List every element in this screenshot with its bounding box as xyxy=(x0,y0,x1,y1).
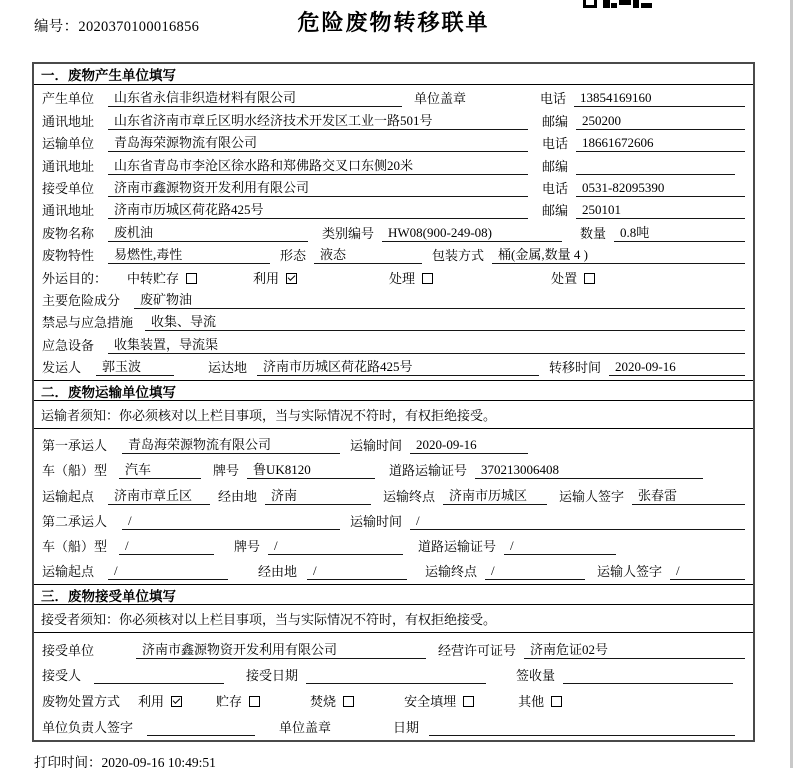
disposal-option-label: 焚烧 xyxy=(310,693,337,709)
accept-unit-label: 接受单位 xyxy=(42,642,95,658)
carrier1-value: 青岛海荣源物流有限公司 xyxy=(122,436,340,454)
vehicle-type-label: 车（船）型 xyxy=(42,539,108,555)
purpose-option-label: 利用 xyxy=(253,270,280,286)
carrier1-vehicle-value: 汽车 xyxy=(119,461,201,479)
end-label: 运输终点 xyxy=(383,488,436,504)
responsible-sign-row xyxy=(42,712,745,738)
transporter-sign-label: 运输人签字 xyxy=(597,564,663,580)
waste-name-label: 废物名称 xyxy=(42,225,95,241)
road-license-label: 道路运输证号 xyxy=(418,539,497,555)
document-title: 危险废物转移联单 xyxy=(297,10,490,35)
serial-label: 编号： xyxy=(34,19,79,35)
permit-label: 经营许可证号 xyxy=(438,642,517,658)
vehicle-type-label: 车（船）型 xyxy=(42,463,108,479)
origin-label: 运输起点 xyxy=(42,488,95,504)
taboo-label: 禁忌与应急措施 xyxy=(42,315,134,331)
transporter-sign-label: 运输人签字 xyxy=(559,488,625,504)
received-qty-value xyxy=(563,667,733,684)
form-value: 液态 xyxy=(314,246,422,264)
transporter-phone-value: 18661672606 xyxy=(576,134,745,152)
producer-value: 山东省永信非织造材料有限公司 xyxy=(108,89,402,107)
transport-time-label: 运输时间 xyxy=(350,513,403,529)
producer-row xyxy=(42,87,745,109)
carrier2-vehicle-value: / xyxy=(119,537,214,555)
waste-name-row xyxy=(42,221,745,243)
packing-label: 包装方式 xyxy=(432,248,485,264)
date-label: 日期 xyxy=(393,719,420,735)
document-header xyxy=(32,4,755,54)
carrier2-row xyxy=(42,507,745,532)
receiver-postcode-value: 250101 xyxy=(576,201,745,219)
traits-value: 易燃性,毒性 xyxy=(108,246,270,264)
accept-date-value xyxy=(306,667,486,684)
checkbox-utilize-disposal xyxy=(171,696,182,707)
acceptor-row xyxy=(42,661,745,687)
destination-label: 运达地 xyxy=(208,360,248,376)
destination-value: 济南市历城区荷花路425号 xyxy=(257,358,539,376)
form-label: 形态 xyxy=(280,248,307,264)
section2-content xyxy=(34,429,753,584)
hazard-label: 主要危险成分 xyxy=(42,292,121,308)
carrier2-label: 第二承运人 xyxy=(42,513,108,529)
accept-unit-value: 济南市鑫源物资开发利用有限公司 xyxy=(136,641,426,659)
acceptor-label: 接受人 xyxy=(42,668,82,684)
disposal-option-label: 利用 xyxy=(138,693,165,709)
origin-label: 运输起点 xyxy=(42,564,95,580)
carrier2-end-value: / xyxy=(485,562,585,580)
quantity-label: 数量 xyxy=(580,225,607,241)
transporter-address-value: 山东省青岛市李沧区徐水路和郑佛路交叉口东侧20米 xyxy=(108,157,528,175)
received-qty-label: 签收量 xyxy=(516,668,556,684)
checkbox-transfer-storage xyxy=(186,273,197,284)
carrier1-row xyxy=(42,431,745,456)
carrier1-time-value: 2020-09-16 xyxy=(410,436,528,454)
hazard-row xyxy=(42,289,745,311)
transporter-value: 青岛海荣源物流有限公司 xyxy=(108,134,528,152)
carrier2-origin-value: / xyxy=(108,562,228,580)
section3-header: 三．废物接受单位填写 xyxy=(34,584,753,605)
form-table xyxy=(32,62,755,742)
transport-time-label: 运输时间 xyxy=(350,438,403,454)
carrier1-license-value: 370213006408 xyxy=(475,461,703,479)
carrier1-via-value: 济南 xyxy=(265,487,371,505)
via-label: 经由地 xyxy=(218,488,258,504)
equipment-label: 应急设备 xyxy=(42,337,95,353)
section1-content xyxy=(34,85,753,380)
taboo-value: 收集、导流 xyxy=(145,313,745,331)
serial-number: 2020370100016856 xyxy=(78,19,200,35)
producer-postcode-value: 250200 xyxy=(576,112,745,130)
phone-label: 电话 xyxy=(542,180,569,196)
carrier1-route-row xyxy=(42,481,745,506)
transporter-postcode-value xyxy=(576,158,735,175)
postcode-label: 邮编 xyxy=(542,158,569,174)
phone-label: 电话 xyxy=(542,136,569,152)
responsible-sign-label: 单位负责人签字 xyxy=(42,719,134,735)
receiver-address-row xyxy=(42,199,745,221)
accept-date-label: 接受日期 xyxy=(246,668,299,684)
carrier1-label: 第一承运人 xyxy=(42,438,108,454)
acceptor-value xyxy=(94,667,224,684)
carrier1-plate-value: 鲁UK8120 xyxy=(247,461,375,479)
hazard-value: 废矿物油 xyxy=(134,291,745,309)
checkbox-landfill xyxy=(463,696,474,707)
road-license-label: 道路运输证号 xyxy=(389,463,468,479)
accept-unit-row xyxy=(42,635,745,661)
section2-notice: 运输者须知：你必须核对以上栏目事项，当与实际情况不符时，有权拒绝接受。 xyxy=(34,401,753,429)
purpose-row xyxy=(42,266,745,288)
purpose-label: 外运目的： xyxy=(42,270,108,286)
disposal-row xyxy=(42,686,745,712)
carrier1-sign-value: 张春雷 xyxy=(632,487,745,505)
checkbox-store xyxy=(249,696,260,707)
carrier1-end-value: 济南市历城区 xyxy=(443,487,547,505)
carrier2-time-value: / xyxy=(410,512,745,530)
disposal-option-label: 其他 xyxy=(518,693,545,709)
transfer-date-value: 2020-09-16 xyxy=(609,358,745,376)
via-label: 经由地 xyxy=(258,564,298,580)
producer-label: 产生单位 xyxy=(42,91,95,107)
carrier1-vehicle-row xyxy=(42,456,745,481)
section3-notice: 接受者须知：你必须核对以上栏目事项，当与实际情况不符时，有权拒绝接受。 xyxy=(34,605,753,633)
receiver-row xyxy=(42,177,745,199)
shipper-value: 郭玉波 xyxy=(96,358,174,376)
carrier1-origin-value: 济南市章丘区 xyxy=(108,487,210,505)
seal-label: 单位盖章 xyxy=(414,91,467,107)
receiver-value: 济南市鑫源物资开发利用有限公司 xyxy=(108,179,528,197)
disposal-label: 废物处置方式 xyxy=(42,693,121,709)
checkbox-incinerate xyxy=(343,696,354,707)
date-value xyxy=(429,719,735,736)
address-label: 通讯地址 xyxy=(42,203,95,219)
plate-label: 牌号 xyxy=(234,539,261,555)
phone-label: 电话 xyxy=(540,91,567,107)
transfer-date-label: 转移时间 xyxy=(549,360,602,376)
disposal-option-label: 安全填埋 xyxy=(404,693,457,709)
waste-name-value: 废机油 xyxy=(108,224,308,242)
producer-phone-value: 13854169160 xyxy=(574,89,745,107)
traits-label: 废物特性 xyxy=(42,248,95,264)
checkbox-utilize xyxy=(286,273,297,284)
responsible-sign-value xyxy=(147,719,255,736)
shipper-label: 发运人 xyxy=(42,360,82,376)
checkbox-other xyxy=(551,696,562,707)
carrier2-via-value: / xyxy=(307,562,407,580)
postcode-label: 邮编 xyxy=(542,113,569,129)
carrier2-route-row xyxy=(42,557,745,582)
purpose-option-label: 处置 xyxy=(551,270,578,286)
receiver-phone-value: 0531-82095390 xyxy=(576,179,745,197)
receiver-label: 接受单位 xyxy=(42,180,95,196)
print-time-label: 打印时间： xyxy=(34,755,102,768)
page-edge-line xyxy=(790,0,793,768)
waste-traits-row xyxy=(42,244,745,266)
equipment-value: 收集装置，导流渠 xyxy=(108,336,745,354)
carrier2-vehicle-row xyxy=(42,532,745,557)
receiver-address-value: 济南市历城区荷花路425号 xyxy=(108,201,528,219)
category-label: 类别编号 xyxy=(322,225,375,241)
plate-label: 牌号 xyxy=(213,463,240,479)
producer-address-row xyxy=(42,109,745,131)
transporter-address-row xyxy=(42,154,745,176)
quantity-value: 0.8吨 xyxy=(614,224,745,242)
checkbox-treat xyxy=(422,273,433,284)
address-label: 通讯地址 xyxy=(42,113,95,129)
taboo-row xyxy=(42,311,745,333)
equipment-row xyxy=(42,333,745,355)
unit-seal-label: 单位盖章 xyxy=(279,719,332,735)
purpose-option-label: 中转贮存 xyxy=(127,270,180,286)
address-label: 通讯地址 xyxy=(42,158,95,174)
end-label: 运输终点 xyxy=(425,564,478,580)
print-time-value: 2020-09-16 10:49:51 xyxy=(101,755,216,768)
shipper-row xyxy=(42,356,745,378)
carrier2-license-value: / xyxy=(504,537,616,555)
category-code-value: HW08(900-249-08) xyxy=(382,224,562,242)
carrier2-sign-value: / xyxy=(670,562,745,580)
purpose-option-label: 处理 xyxy=(389,270,416,286)
carrier2-plate-value: / xyxy=(268,537,403,555)
section2-header: 二．废物运输单位填写 xyxy=(34,380,753,401)
checkbox-dispose xyxy=(584,273,595,284)
section1-header: 一．废物产生单位填写 xyxy=(34,64,753,85)
transporter-label: 运输单位 xyxy=(42,136,95,152)
packing-value: 桶(金属,数量 4 ) xyxy=(492,246,745,264)
transporter-row xyxy=(42,132,745,154)
section3-content xyxy=(34,633,753,739)
postcode-label: 邮编 xyxy=(542,203,569,219)
permit-value: 济南危证02号 xyxy=(524,641,745,659)
print-time-line xyxy=(34,751,216,768)
disposal-option-label: 贮存 xyxy=(216,693,243,709)
carrier2-value: / xyxy=(122,512,340,530)
producer-address-value: 山东省济南市章丘区明水经济技术开发区工业一路501号 xyxy=(108,112,528,130)
